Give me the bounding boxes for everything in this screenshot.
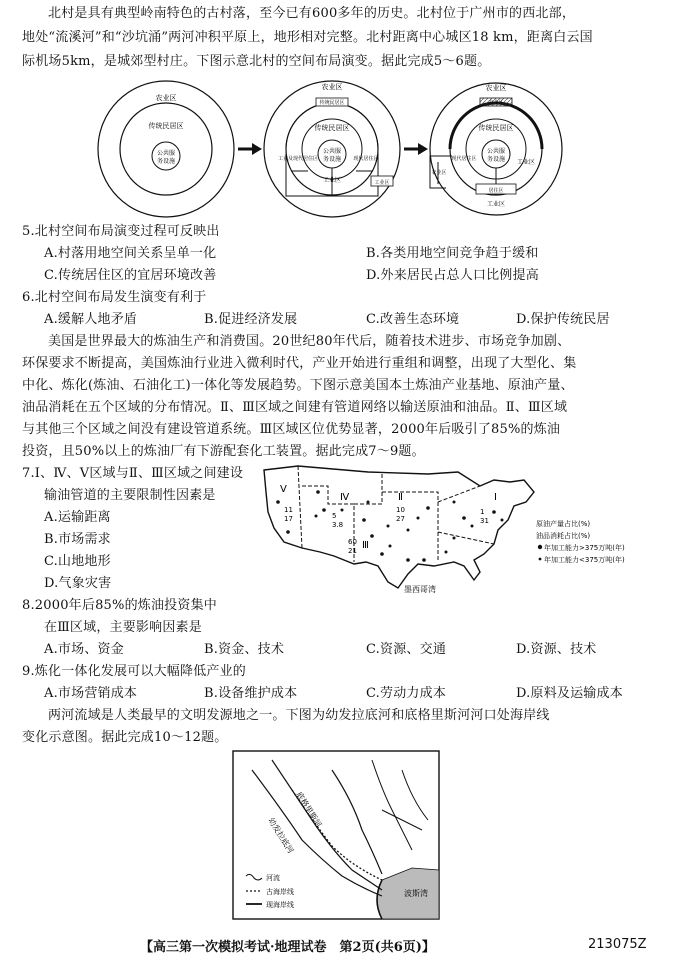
c2-br-label: 工业区 <box>374 180 390 186</box>
q8-option-d[interactable]: D.资源、技术 <box>516 642 597 657</box>
c2-bottom-label: 工业区 <box>322 177 342 184</box>
q6-option-b[interactable]: B.促进经济发展 <box>204 312 298 327</box>
c3-outer-label: 农业区 <box>485 84 507 92</box>
q5-option-d[interactable]: D.外来居民占总人口比例提高 <box>366 268 539 283</box>
v-value-1: 11 <box>284 506 293 514</box>
c3-core-label-1: 公共服 <box>486 148 506 155</box>
legend-current-coastline: 现海岸线 <box>266 901 294 909</box>
legend-crude-share: 原油产量占比(%) <box>536 520 591 528</box>
c3-right-label: 工业区 <box>516 159 536 166</box>
q9-option-d[interactable]: D.原料及运输成本 <box>516 686 623 701</box>
iii-value-2: 21 <box>348 547 357 555</box>
c3-bottom2-label: 工业区 <box>486 201 506 208</box>
passage3-line1: 两河流域是人类最早的文明发源地之一。下图为幼发拉底河和底格里斯河河口处海岸线 <box>48 708 550 723</box>
c2-top-small-label: 传统民居区 <box>319 100 345 106</box>
passage1-line2: 地处“流溪河”和“沙坑涌”两河冲积平原上，地形相对完整。北村距离中心城区18 km，距离白云国 <box>22 30 593 45</box>
c2-right-label: 现代居住区 <box>353 156 379 162</box>
region-iii-label: Ⅲ <box>362 540 369 551</box>
v-value-2: 17 <box>284 515 293 523</box>
legend-large-capacity: 年加工能力>375万吨(年) <box>544 544 625 552</box>
iv-value-1: 5 <box>332 512 337 520</box>
tigris-river-label: 底格里斯河 <box>294 790 324 829</box>
legend-product-share: 油品消耗占比(%) <box>536 532 591 540</box>
passage2-line3: 中化、炼化(炼油、石油化工)一体化等发展趋势。下图示意美国本土炼油产业基地、原油产量、 <box>22 378 574 393</box>
q9-option-c[interactable]: C.劳动力成本 <box>366 686 447 701</box>
q9-option-b[interactable]: B.设备维护成本 <box>204 686 298 701</box>
c2-left-label: 工业及现代居住区 <box>277 156 319 162</box>
c2-outer-label: 农业区 <box>321 83 343 91</box>
c1-mid-label: 传统民居区 <box>148 122 184 130</box>
c3-bottom-label: 居住区 <box>488 188 504 194</box>
c3-top-small-label: 农业区 <box>488 100 504 106</box>
i-value-2: 31 <box>480 517 489 525</box>
q5-option-a[interactable]: A.村落用地空间关系呈单一化 <box>44 246 217 261</box>
map-legend <box>536 519 625 564</box>
q5-option-b[interactable]: B.各类用地空间竞争趋于缓和 <box>366 246 539 261</box>
q8-stem-line2: 在Ⅲ区域，主要影响因素是 <box>44 620 202 635</box>
q6-option-d[interactable]: D.保护传统民居 <box>516 312 610 327</box>
c3-far-left-label: 农业区 <box>431 170 447 176</box>
c2-core-label-1: 公共服 <box>322 148 342 155</box>
page-footer: 【高三第一次模拟考试·地理试卷 第2页(共6页)】 <box>140 940 435 955</box>
village-layout-figure <box>86 76 566 222</box>
legend-river: 河流 <box>266 874 280 882</box>
c3-core-label-2: 务设施 <box>486 156 506 163</box>
passage2-line5: 与其他三个区域之间没有建设管道系统。Ⅲ区域区位优势显著，2000年后吸引了85%的炼油 <box>22 422 561 437</box>
euphrates-river-label: 幼发拉底河 <box>266 816 296 855</box>
legend-ancient-coastline: 古海岸线 <box>266 888 294 896</box>
q5-option-c[interactable]: C.传统居住区的宜居环境改善 <box>44 268 217 283</box>
ii-value-1: 10 <box>396 506 405 514</box>
persian-gulf-label: 波斯湾 <box>404 889 428 898</box>
passage3-line2: 变化示意图。据此完成10～12题。 <box>22 730 228 745</box>
passage1-line3: 际机场5km，是城郊型村庄。下图示意北村的空间布局演变。据此完成5～6题。 <box>22 54 491 69</box>
gulf-of-mexico-label: 墨西哥湾 <box>404 585 436 594</box>
q6-stem: 6.北村空间布局发生演变有利于 <box>22 290 207 305</box>
passage2-line6: 投资，且50%以上的炼油厂有下游配套化工装置。据此完成7～9题。 <box>22 444 425 459</box>
layout-stage-3 <box>430 83 562 215</box>
i-value-1: 1 <box>480 508 485 516</box>
two-rivers-coastline-map <box>232 750 440 920</box>
q6-option-a[interactable]: A.缓解人地矛盾 <box>44 312 138 327</box>
passage1-line1: 北村是具有典型岭南特色的古村落，至今已有600多年的历史。北村位于广州市的西北部， <box>48 6 576 21</box>
c2-core-label-2: 务设施 <box>322 156 342 163</box>
region-v-label: Ⅴ <box>280 484 287 495</box>
legend-small-capacity: 年加工能力<375万吨(年) <box>544 556 625 564</box>
passage2-line4: 油品消耗在五个区域的分布情况。Ⅱ、Ⅲ区域之间建有管道网络以输送原油和油品。Ⅱ、Ⅲ区域 <box>22 400 568 415</box>
q8-stem-line1: 8.2000年后85%的炼油投资集中 <box>22 598 217 613</box>
region-iv-label: Ⅳ <box>340 492 350 503</box>
c1-outer-label: 农业区 <box>155 94 177 102</box>
layout-stage-2 <box>264 81 400 217</box>
q7-option-b[interactable]: B.市场需求 <box>44 532 111 547</box>
c2-mid-label: 传统民居区 <box>314 124 350 132</box>
passage2-line2: 环保要求不断提高，美国炼油行业进入微利时代，产业开始进行重组和调整，出现了大型化、集 <box>22 356 577 371</box>
q8-option-c[interactable]: C.资源、交通 <box>366 642 447 657</box>
passage2-line1: 美国是世界最大的炼油生产和消费国。20世纪80年代后，随着技术进步、市场竞争加剧、 <box>48 334 571 349</box>
q8-option-b[interactable]: B.资金、技术 <box>204 642 285 657</box>
q6-option-c[interactable]: C.改善生态环境 <box>366 312 460 327</box>
us-refinery-map <box>258 462 658 598</box>
q7-stem-line1: 7.Ⅰ、Ⅳ、Ⅴ区域与Ⅱ、Ⅲ区域之间建设 <box>22 466 244 481</box>
q7-option-c[interactable]: C.山地地形 <box>44 554 111 569</box>
q8-option-a[interactable]: A.市场、资金 <box>44 642 124 657</box>
q7-option-d[interactable]: D.气象灾害 <box>44 576 112 591</box>
c1-core-label-1: 公共服 <box>156 150 176 157</box>
q7-stem-line2: 输油管道的主要限制性因素是 <box>44 488 216 503</box>
exam-code: 213075Z <box>588 937 647 952</box>
region-i-label: Ⅰ <box>494 492 497 503</box>
q9-stem: 9.炼化一体化发展可以大幅降低产业的 <box>22 664 247 679</box>
layout-stage-1 <box>98 81 234 217</box>
c1-core-label-2: 务设施 <box>156 158 176 165</box>
q5-stem: 5.北村空间布局演变过程可反映出 <box>22 224 220 239</box>
iii-value-1: 60 <box>348 538 357 546</box>
c3-left-label: 现代居住区 <box>451 156 477 162</box>
c3-mid-label: 传统民居区 <box>478 124 514 132</box>
q9-option-a[interactable]: A.市场营销成本 <box>44 686 138 701</box>
region-ii-label: Ⅱ <box>398 492 403 503</box>
q7-option-a[interactable]: A.运输距离 <box>44 510 111 525</box>
iv-value-2: 3.8 <box>332 521 344 529</box>
ii-value-2: 27 <box>396 515 405 523</box>
